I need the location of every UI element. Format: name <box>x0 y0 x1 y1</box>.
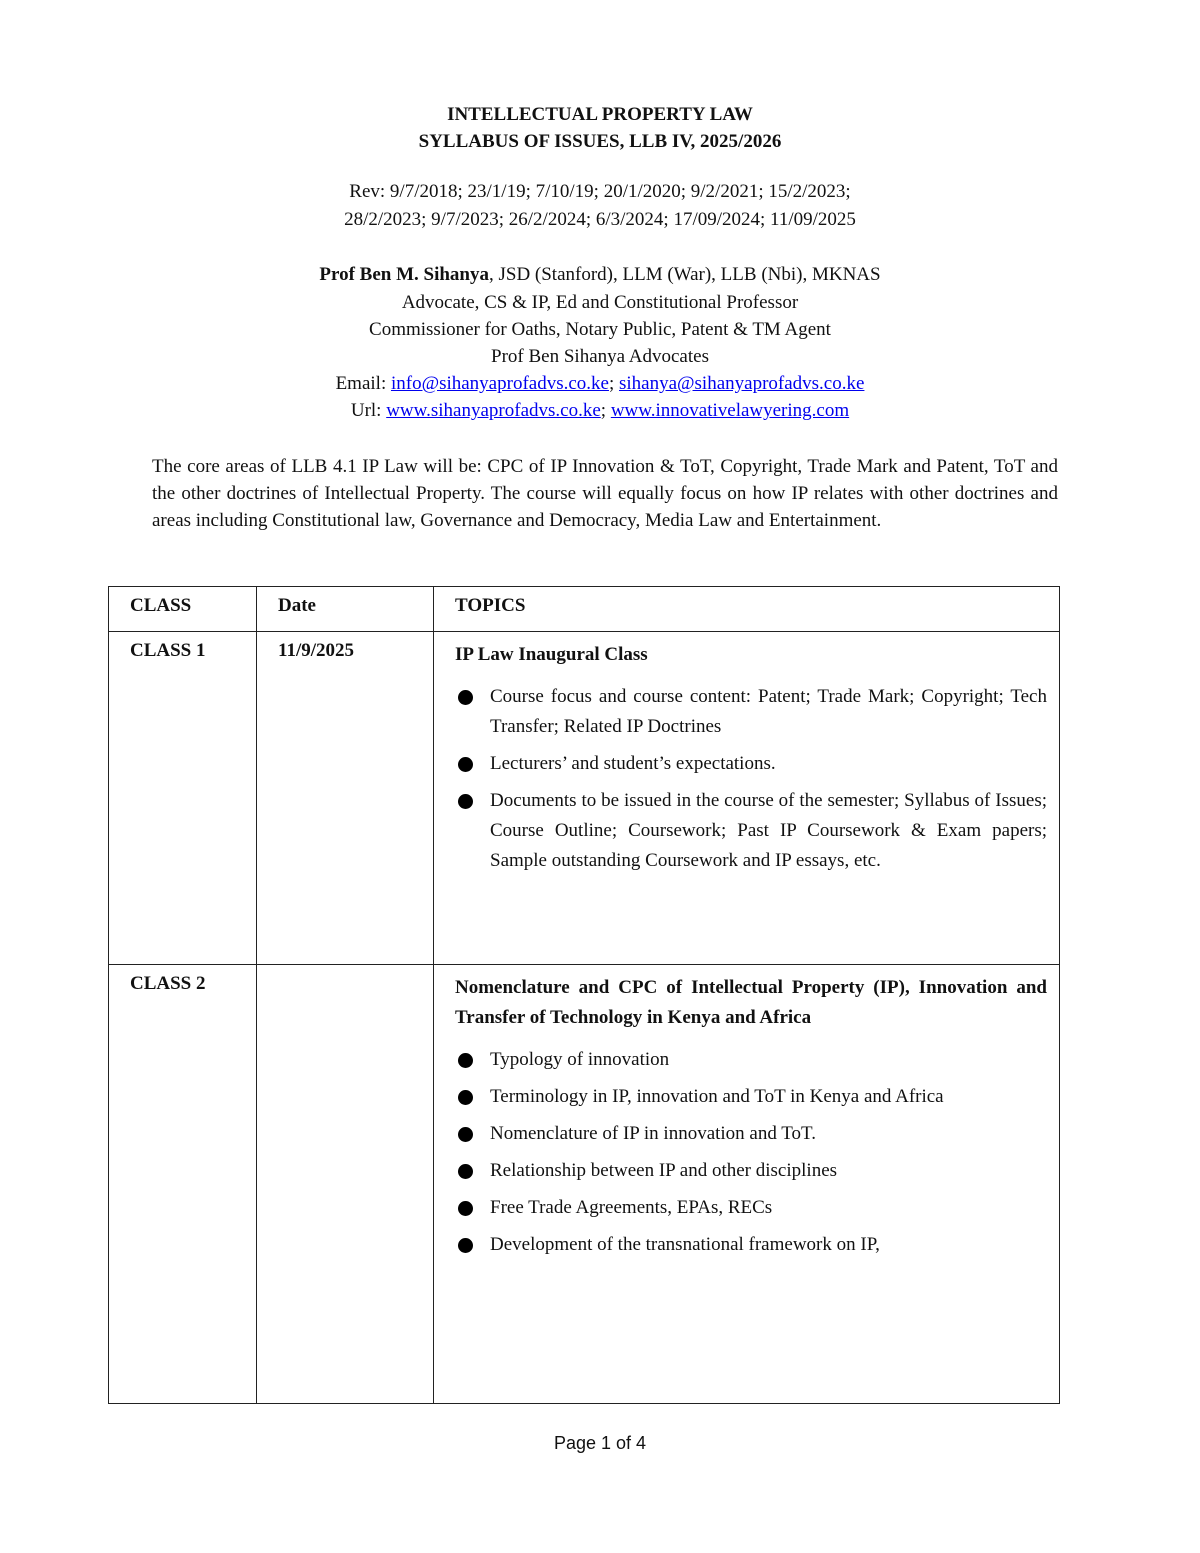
email-link-info[interactable]: info@sihanyaprofadvs.co.ke <box>390 373 609 394</box>
bullet-icon <box>458 794 473 809</box>
url-label: Url: <box>350 400 387 421</box>
bullet-icon <box>458 757 473 772</box>
list-item: Nomenclature of IP in innovation and ToT. <box>455 1119 1047 1149</box>
author-title: Advocate, CS & IP, Ed and Constitutional Professor <box>401 292 799 313</box>
author-credentials: , JSD (Stanford), LLM (War), LLB (Nbi), MKNAS <box>488 264 881 285</box>
list-item: Documents to be issued in the course of the semester; Syllabus of Issues; Course Outline; Coursework; Past IP Coursework & Exam papers; Sample outstanding Coursework and IP essays, etc. <box>455 786 1047 876</box>
date-cell: 11/9/2025 <box>257 632 434 965</box>
topics-cell <box>434 632 1060 965</box>
table-row <box>109 965 1060 1404</box>
author-url-line <box>0 400 1200 422</box>
bullet-icon <box>458 1238 473 1253</box>
list-item: Terminology in IP, innovation and ToT in Kenya and Africa <box>455 1082 1047 1112</box>
class-cell: CLASS 2 <box>109 965 257 1404</box>
table-row <box>109 632 1060 965</box>
email-link-sihanya[interactable]: sihanya@sihanyaprofadvs.co.ke <box>619 373 865 394</box>
list-item: Typology of innovation <box>455 1045 1047 1075</box>
separator: ; <box>600 400 611 421</box>
document-title: INTELLECTUAL PROPERTY LAW <box>447 104 753 125</box>
url-link-firm[interactable]: www.sihanyaprofadvs.co.ke <box>386 400 601 421</box>
bullet-icon <box>458 1164 473 1179</box>
document-subtitle: SYLLABUS OF ISSUES, LLB IV, 2025/2026 <box>418 131 782 152</box>
email-label: Email: <box>335 373 391 394</box>
topic-heading: Nomenclature and CPC of Intellectual Property (IP), Innovation and Transfer of Technology in Kenya and Africa <box>455 977 1047 1028</box>
bullet-icon <box>458 1053 473 1068</box>
date-cell <box>257 965 434 1404</box>
header-topics: TOPICS <box>434 587 1060 632</box>
author-email-line <box>0 373 1200 395</box>
table-header-row <box>109 587 1060 632</box>
bullet-icon <box>458 1127 473 1142</box>
class-cell: CLASS 1 <box>109 632 257 965</box>
revision-dates-line1: Rev: 9/7/2018; 23/1/19; 7/10/19; 20/1/2020; 9/2/2021; 15/2/2023; <box>349 181 851 202</box>
revision-dates-line2: 28/2/2023; 9/7/2023; 26/2/2024; 6/3/2024; 17/09/2024; 11/09/2025 <box>344 209 856 230</box>
bullet-icon <box>458 1201 473 1216</box>
author-firm: Prof Ben Sihanya Advocates <box>491 346 709 367</box>
list-item: Relationship between IP and other disciplines <box>455 1156 1047 1186</box>
bullet-icon <box>458 690 473 705</box>
bullet-icon <box>458 1090 473 1105</box>
topic-bullets <box>455 682 1047 876</box>
separator: ; <box>608 373 619 394</box>
list-item: Development of the transnational framework on IP, <box>455 1230 1047 1260</box>
syllabus-table <box>108 586 1060 1404</box>
list-item: Free Trade Agreements, EPAs, RECs <box>455 1193 1047 1223</box>
author-role: Commissioner for Oaths, Notary Public, Patent & TM Agent <box>369 319 831 340</box>
intro-paragraph: The core areas of LLB 4.1 IP Law will be: CPC of IP Innovation & ToT, Copyright, Trade Mark and Patent, ToT and the other doctrines of Intellectual Property. The course will equally focus on how IP relates with other doctrines and areas including Constitutional law, Governance and Democracy, Media Law and Entertainment. <box>152 456 1058 531</box>
author-name: Prof Ben M. Sihanya <box>319 264 489 285</box>
topics-cell <box>434 965 1060 1404</box>
header-date: Date <box>257 587 434 632</box>
url-link-innovative[interactable]: www.innovativelawyering.com <box>610 400 850 421</box>
page-number: Page 1 of 4 <box>553 1433 647 1453</box>
topic-heading: IP Law Inaugural Class <box>455 644 648 665</box>
list-item: Lecturers’ and student’s expectations. <box>455 749 1047 779</box>
header-class: CLASS <box>109 587 257 632</box>
author-line <box>0 264 1200 286</box>
list-item: Course focus and course content: Patent; Trade Mark; Copyright; Tech Transfer; Related IP Doctrines <box>455 682 1047 742</box>
topic-bullets <box>455 1045 1047 1260</box>
